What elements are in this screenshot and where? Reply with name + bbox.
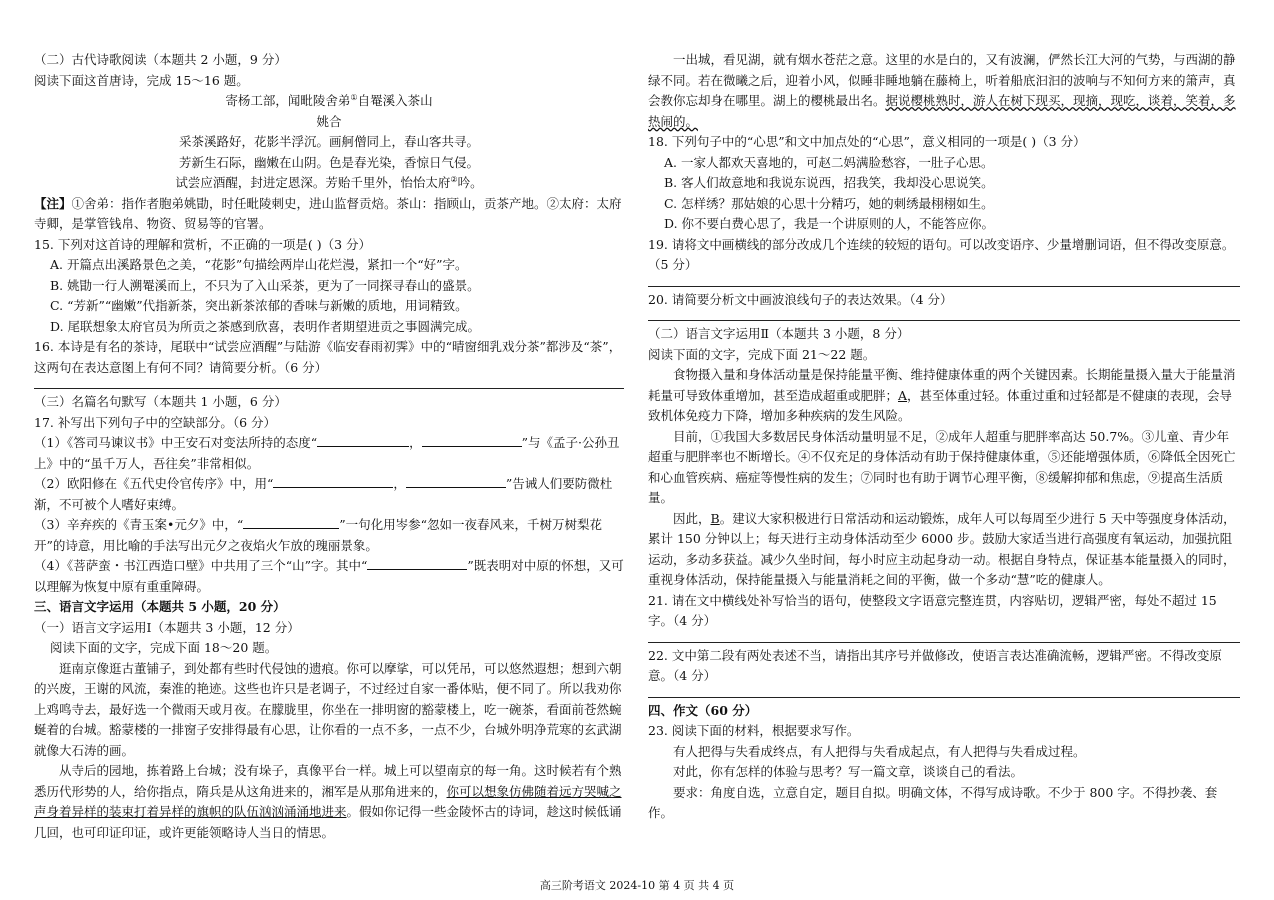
passage-paragraph-5: 目前，①我国大多数居民身体活动量明显不足，②成年人超重与肥胖率高达 50.7%。③儿童、青少年超重与肥胖率也不断增长。④不仅充足的身体活动有助于保持健康体重，⑤还能增强体质，⑥降低全因死亡和心血管疾病、癌症等慢性病的发生；⑦同时也有助于调节心理平衡，⑧缓解抑郁和焦虑，⑨提高生活质量。 bbox=[648, 428, 1236, 505]
poem-line: 采茶溪路好，花影半浮沉。画舸僧同上，春山客共寻。 bbox=[178, 134, 479, 149]
passage-paragraph-3 bbox=[648, 50, 1240, 132]
poem-notes bbox=[34, 194, 624, 235]
q17-2-text-2: ”告诫人们要防微杜渐，不可被个人嗜好束缚。 bbox=[34, 476, 613, 512]
note-ref-2: ② bbox=[450, 174, 458, 184]
fill-blank[interactable] bbox=[243, 516, 339, 529]
passage-text-2: 。建议大家积极进行日常活动和运动锻炼，成年人可以每周至少进行 5 天中等强度身体活动，累计 150 分钟以上；每天进行主动身体活动至少 6000 步。鼓励大家适当进行高强度有氧运动，加强抗阻运动，多动多获益。减少久坐时间，每小时应主动起身动一动。根据自身特点，保证基本能量摄入的同时，重视身体活动，保持能量摄入与能量消耗之间的平衡，做一个多动“慧”吃的健康人。 bbox=[648, 510, 1236, 587]
poem-intro: 阅读下面这首唐诗，完成 15～16 题。 bbox=[34, 72, 249, 88]
language-section-heading: 三、语言文字运用（本题共 5 小题，20 分） bbox=[34, 599, 286, 614]
q15-option-c: C. “芳新”“幽嫩”代指新茶，突出新茶浓郁的香味与新嫩的质地，用词精致。 bbox=[50, 298, 468, 313]
question-20: 20. 请简要分析文中画波浪线句子的表达效果。（4 分） bbox=[648, 291, 953, 307]
note-label: 【注】 bbox=[34, 195, 72, 211]
question-21: 21. 请在文中横线处补写恰当的语句，使整段文字语意完整连贯，内容贴切，逻辑严密，每处不超过 15 字。（4 分） bbox=[648, 592, 1217, 628]
blank-a-mark: A bbox=[898, 387, 908, 403]
passage-paragraph-4 bbox=[648, 365, 1240, 427]
q17-3-text: （3）辛弃疾的《青玉案•元夕》中，“ bbox=[34, 517, 244, 532]
poem-title-text-2: 自罨溪入茶山 bbox=[357, 93, 433, 108]
right-column bbox=[648, 50, 1240, 824]
question-18: 18. 下列句子中的“心思”和文中加点处的“心思”，意义相同的一项是( )（3 分） bbox=[648, 134, 1086, 149]
passage-paragraph-2 bbox=[34, 761, 624, 843]
answer-line bbox=[34, 378, 624, 389]
q17-item-1: （1）《答司马谏议书》中王安石对变法所持的态度“ ， ”与《孟子·公孙丑上》中的“虽千万人，吾往矣”非常相似。 bbox=[34, 435, 620, 471]
question-23: 23. 阅读下面的材料，根据要求写作。 bbox=[648, 723, 860, 738]
passage-text-2: ，甚至体重过轻。体重过重和过轻都是不健康的表现，会导致机体免疫力下降，增加多种疾病的发生风险。 bbox=[648, 387, 1233, 423]
underlined-sentence: 你可以想象仿佛随着远方哭喊之声身着异样的装束打着异样的旗帜的队伍汹汹涌涌地进来 bbox=[34, 783, 622, 819]
q15-option-a: A. 开篇点出溪路景色之美，“花影”句描绘两岸山花烂漫，紧扣一个“好”字。 bbox=[50, 257, 468, 272]
q17-4-text: （4）《菩萨蛮・书江西造口壁》中共用了三个“山”字。其中“ bbox=[34, 558, 368, 573]
q18-option-c: C. 怎样绣？那姑娘的心思十分精巧，她的刺绣最栩栩如生。 bbox=[664, 195, 994, 211]
language-1-heading: （一）语言文字运用Ⅰ（本题共 3 小题，12 分） bbox=[34, 619, 300, 635]
language-1-intro: 阅读下面的文字，完成下面 18～20 题。 bbox=[50, 640, 278, 655]
passage-text: 食物摄入量和身体活动量是保持能量平衡、维持健康体重的两个关键因素。长期能量摄入量大于能量消耗量可导致体重增加，甚至造成超重或肥胖； bbox=[648, 367, 1236, 403]
note-ref-1: ① bbox=[350, 92, 358, 102]
answer-line bbox=[648, 632, 1240, 643]
q18-option-a: A. 一家人都欢天喜地的，可赵二妈满脸愁容，一肚子心思。 bbox=[664, 154, 994, 170]
essay-material-2: 对此，你有怎样的体验与思考？写一篇文章，谈谈自己的看法。 bbox=[673, 764, 1024, 779]
language-2-intro: 阅读下面的文字，完成下面 21～22 题。 bbox=[648, 346, 876, 362]
q18-option-b: B. 客人们故意地和我说东说西，招我笑，我却没心思说笑。 bbox=[664, 175, 994, 190]
poem-section-heading: （二）古代诗歌阅读（本题共 2 小题，9 分） bbox=[34, 52, 287, 67]
q17-1-text-2: ”与《孟子·公孙丑上》中的“虽千万人，吾往矣”非常相似。 bbox=[34, 435, 620, 471]
q17-1-text: （1）《答司马谏议书》中王安石对变法所持的态度“ bbox=[34, 435, 318, 450]
answer-line bbox=[648, 276, 1240, 287]
q18-option-d: D. 你不要白费心思了，我是一个讲原则的人，不能答应你。 bbox=[664, 216, 995, 231]
q17-2-text: （2）欧阳修在《五代史伶官传序》中，用“ bbox=[34, 476, 274, 491]
essay-requirements: 要求：角度自选，立意自定，题目自拟。明确文体，不得写成诗歌。不少于 800 字。不得抄袭、套作。 bbox=[648, 784, 1218, 820]
q15-option-b: B. 姚勖一行人溯罨溪而上，不只为了入山采茶，更为了一同探寻春山的盛景。 bbox=[50, 277, 480, 293]
q17-item-4 bbox=[34, 556, 624, 597]
poem-line: 芳新生石际，幽嫩在山阴。色是春光染，香惊日气侵。 bbox=[178, 154, 479, 170]
essay-section-heading: 四、作文（60 分） bbox=[648, 702, 758, 718]
note-text: ①舍弟：指作者胞弟姚勖，时任毗陵刺史，进山监督贡焙。茶山：指顾山，贡茶产地。②太府：太府寺卿，是掌管钱帛、物资、贸易等的官署。 bbox=[34, 195, 622, 231]
page-footer: 高三阶考语文 2024-10 第 4 页 共 4 页 bbox=[539, 879, 735, 892]
fill-blank[interactable] bbox=[317, 434, 409, 447]
q17-2-comma: ， bbox=[393, 476, 406, 491]
q17-item-3 bbox=[34, 515, 624, 556]
q17-4-text-2: ”既表明对中原的怀想，又可以理解为恢复中原有重重障碍。 bbox=[34, 558, 624, 594]
q17-3-text-2: ”一句化用岑参“忽如一夜春风来，千树万树梨花开”的诗意，用比喻的手法写出元夕之夜焰火乍放的瑰丽景象。 bbox=[34, 517, 603, 553]
passage-paragraph-6 bbox=[648, 509, 1240, 591]
fill-blank[interactable] bbox=[406, 475, 506, 488]
passage-text: 因此， bbox=[673, 510, 711, 526]
poem-author: 姚合 bbox=[316, 113, 342, 129]
language-2-heading: （二）语言文字运用Ⅱ（本题共 3 小题，8 分） bbox=[648, 326, 910, 341]
fill-blank[interactable] bbox=[367, 557, 467, 570]
recite-section-heading: （三）名篇名句默写（本题共 1 小题，6 分） bbox=[34, 394, 287, 409]
q15-option-d: D. 尾联想象太府官员为所贡之茶感到欣喜，表明作者期望进贡之事圆满完成。 bbox=[50, 318, 481, 334]
question-15: 15. 下列对这首诗的理解和赏析，不正确的一项是( )（3 分） bbox=[34, 236, 372, 252]
essay-material-1: 有人把得与失看成终点，有人把得与失看成起点，有人把得与失看成过程。 bbox=[673, 743, 1086, 759]
passage-text: 一出城，看见湖，就有烟水苍茫之意。这里的水是白的，又有波澜，俨然长江大河的气势，与西湖的静绿不同。若在微曦之后，迎着小风，似睡非睡地躺在藤椅上，听着船底汩汩的波响与不知何方来的箫声，真会教你忘却身在哪里。湖上的樱桃最出名。 bbox=[648, 52, 1236, 108]
passage-text-2: 。假如你记得一些金陵怀古的诗词，趁这时候低诵几回，也可印证印证，或许更能领略诗人当日的情思。 bbox=[34, 804, 622, 840]
question-22: 22. 文中第二段有两处表述不当，请指出其序号并做修改，使语言表达准确流畅，逻辑严密。不得改变原意。（4 分） bbox=[648, 647, 1222, 683]
poem-title bbox=[34, 91, 624, 112]
blank-b-mark: B bbox=[710, 510, 720, 526]
question-19: 19. 请将文中画横线的部分改成几个连续的较短的语句。可以改变语序、少量增删词语，但不得改变原意。（5 分） bbox=[648, 236, 1235, 272]
passage-text: 从寺后的园地，拣着路上台城；没有垛子，真像平台一样。城上可以望南京的每一角。这时候若有个熟悉历代形势的人，给你指点，隋兵是从这角进来的，湘军是从那角进来的， bbox=[34, 763, 622, 799]
poem-line-text: 试尝应酒醒，封进定恩深。芳贻千里外，怡怡太府 bbox=[175, 175, 451, 190]
left-column bbox=[34, 50, 624, 843]
passage-paragraph-1: 逛南京像逛古董铺子，到处都有些时代侵蚀的遗痕。你可以摩挲，可以凭吊，可以悠然遐想；想到六朝的兴废，王谢的风流，秦淮的艳迹。这些也许只是老调子，不过经过自家一番体贴，便不同了。所以我劝你上鸡鸣寺去，最好选一个微雨天或月夜。在朦胧里，你坐在一排明窗的豁蒙楼上，吃一碗茶，看面前苍然蜿蜒着的台城。豁蒙楼的一排窗子安排得最有心思，让你看的一点不多，一点不少，台城外明净荒寒的玄武湖就像大石涛的画。 bbox=[34, 660, 622, 758]
q17-item-2 bbox=[34, 474, 624, 515]
fill-blank[interactable] bbox=[422, 434, 522, 447]
wavy-underlined-sentence: 据说樱桃熟时，游人在树下现买，现摘，现吃，谈着，笑着，多热闹的。 bbox=[648, 93, 1236, 129]
fill-blank[interactable] bbox=[273, 475, 393, 488]
answer-line bbox=[648, 687, 1240, 698]
question-16: 16. 本诗是有名的茶诗，尾联中“试尝应酒醒”与陆游《临安春雨初霁》中的“晴窗细乳戏分茶”都涉及“茶”，这两句在表达意图上有何不同？请简要分析。（6 分） bbox=[34, 339, 622, 375]
answer-line bbox=[648, 310, 1240, 321]
question-17: 17. 补写出下列句子中的空缺部分。（6 分） bbox=[34, 414, 277, 430]
poem-title-text: 寄杨工部，闻毗陵舍弟 bbox=[225, 93, 351, 108]
poem-line bbox=[34, 173, 624, 194]
poem-line-text-2: 吟。 bbox=[457, 175, 483, 190]
